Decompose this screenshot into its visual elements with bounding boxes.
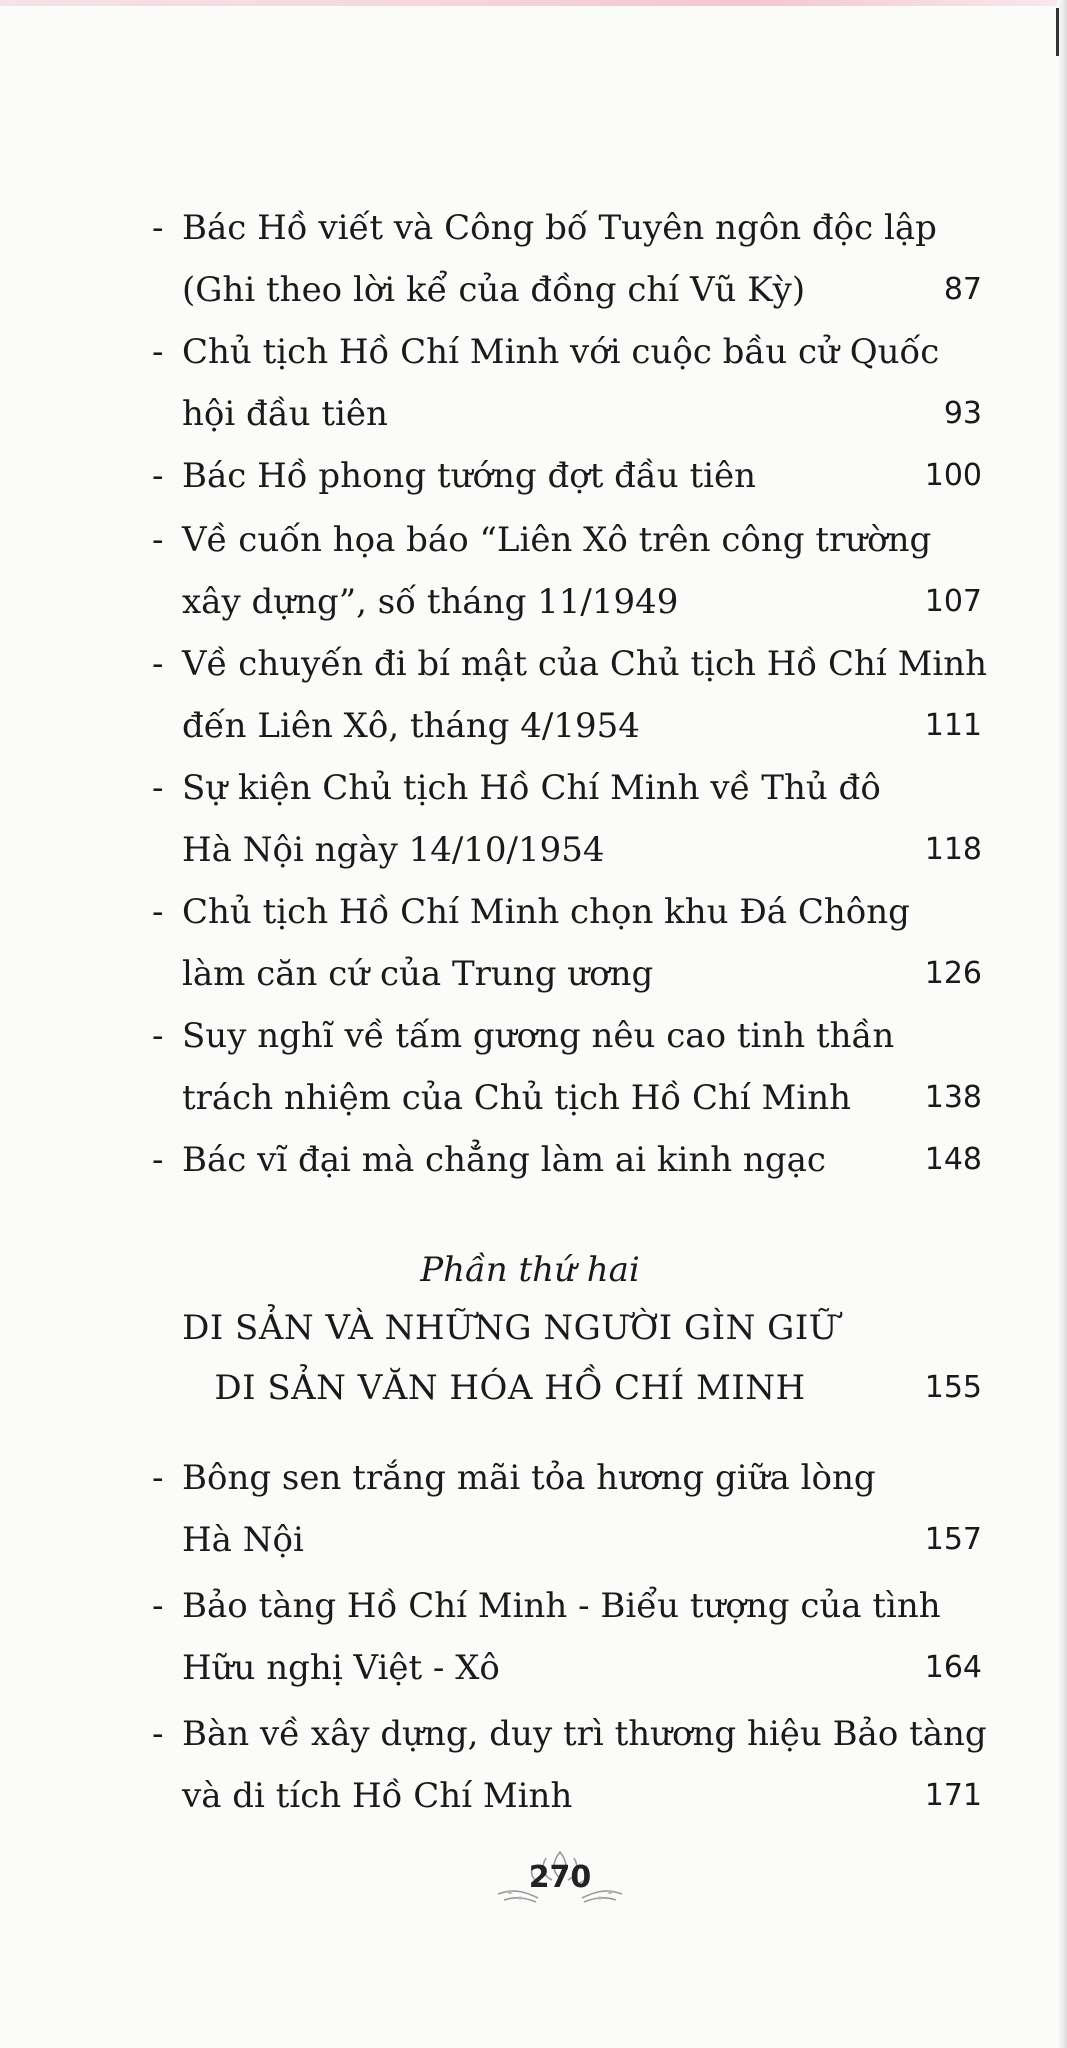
entry-title: Chủ tịch Hồ Chí Minh chọn khu Đá Chông [182, 892, 910, 932]
entry-dash: - [152, 1586, 164, 1626]
toc-entry-12-line-1 [152, 1702, 987, 1766]
entry-title-cont: xây dựng”, số tháng 11/1949 [182, 582, 679, 622]
page-number-ornament [490, 1848, 630, 1908]
toc-entry-8-line-1 [152, 1004, 982, 1068]
entry-title-cont: đến Liên Xô, tháng 4/1954 [182, 706, 640, 746]
toc-entry-7-line-2 [152, 942, 982, 1006]
entry-title: Sự kiện Chủ tịch Hồ Chí Minh về Thủ đô [182, 768, 881, 808]
entry-title: Bảo tàng Hồ Chí Minh - Biểu tượng của tình [182, 1586, 941, 1626]
toc-entry-4-line-1 [152, 508, 982, 572]
toc-entry-4-line-2 [152, 570, 982, 634]
page-right-edge [1057, 0, 1067, 2048]
toc-entry-6-line-1 [152, 756, 982, 820]
toc-entry-5-line-1 [152, 632, 988, 696]
entry-dash: - [152, 520, 164, 560]
toc-entry-9 [152, 1128, 982, 1192]
toc-entry-11-line-1 [152, 1574, 982, 1638]
toc-entry-7-line-1 [152, 880, 982, 944]
entry-title: Bác Hồ viết và Công bố Tuyên ngôn độc lập [182, 208, 937, 248]
entry-page-number: 100 [924, 458, 982, 493]
entry-page-number: 126 [924, 956, 982, 991]
toc-entry-5-line-2 [152, 694, 982, 758]
entry-title: Chủ tịch Hồ Chí Minh với cuộc bầu cử Quốc [182, 332, 940, 372]
part-page-number: 155 [924, 1370, 982, 1405]
entry-page-number: 87 [943, 272, 982, 307]
toc-entry-6-line-2 [152, 818, 982, 882]
entry-page-number: 118 [924, 832, 982, 867]
toc-entry-3 [152, 444, 982, 508]
entry-title-cont: Hà Nội ngày 14/10/1954 [182, 830, 605, 870]
entry-title-cont: làm căn cứ của Trung ương [182, 954, 654, 994]
entry-title: Về cuốn họa báo “Liên Xô trên công trường [182, 520, 932, 560]
entry-dash: - [152, 1016, 164, 1056]
entry-title-cont: (Ghi theo lời kể của đồng chí Vũ Kỳ) [182, 270, 806, 310]
entry-title-cont: trách nhiệm của Chủ tịch Hồ Chí Minh [182, 1078, 852, 1118]
part-title-line-2: DI SẢN VĂN HÓA HỒ CHÍ MINH [214, 1368, 806, 1408]
toc-entry-10-line-2 [152, 1508, 982, 1572]
entry-title: Suy nghĩ về tấm gương nêu cao tinh thần [182, 1016, 895, 1056]
page-top-edge [0, 0, 1067, 6]
entry-title: Bàn về xây dựng, duy trì thương hiệu Bảo tàng [182, 1714, 987, 1754]
toc-entry-2-line-2 [152, 382, 982, 446]
entry-dash: - [152, 1458, 164, 1498]
entry-dash: - [152, 644, 164, 684]
entry-dash: - [152, 1714, 164, 1754]
entry-page-number: 148 [924, 1142, 982, 1177]
toc-entry-8-line-2 [152, 1066, 982, 1130]
entry-dash: - [152, 332, 164, 372]
entry-dash: - [152, 892, 164, 932]
entry-dash: - [152, 456, 164, 496]
entry-page-number: 157 [924, 1522, 982, 1557]
entry-title-cont: Hữu nghị Việt - Xô [182, 1648, 500, 1688]
entry-dash: - [152, 208, 164, 248]
entry-page-number: 93 [943, 396, 982, 431]
entry-title: Bác Hồ phong tướng đợt đầu tiên [182, 456, 757, 496]
entry-page-number: 107 [924, 584, 982, 619]
entry-dash: - [152, 1140, 164, 1180]
part-title-line-1: DI SẢN VÀ NHỮNG NGƯỜI GÌN GIỮ [182, 1308, 838, 1348]
page-edge-mark [1056, 8, 1059, 56]
entry-page-number: 111 [924, 708, 982, 743]
page-number: 270 [528, 1860, 592, 1895]
part-label: Phần thứ hai [420, 1250, 640, 1290]
entry-page-number: 164 [924, 1650, 982, 1685]
toc-entry-10-line-1 [152, 1446, 982, 1510]
entry-title: Bác vĩ đại mà chẳng làm ai kinh ngạc [182, 1140, 826, 1180]
entry-title-cont: hội đầu tiên [182, 394, 388, 434]
entry-page-number: 171 [924, 1778, 982, 1813]
entry-title-cont: và di tích Hồ Chí Minh [182, 1776, 573, 1816]
toc-entry-1-line-1 [152, 196, 982, 260]
entry-dash: - [152, 768, 164, 808]
entry-title-cont: Hà Nội [182, 1520, 304, 1560]
toc-entry-2-line-1 [152, 320, 982, 384]
entry-title: Bông sen trắng mãi tỏa hương giữa lòng [182, 1458, 876, 1498]
toc-entry-11-line-2 [152, 1636, 982, 1700]
toc-entry-1-line-2 [152, 258, 982, 322]
entry-page-number: 138 [924, 1080, 982, 1115]
entry-title: Về chuyến đi bí mật của Chủ tịch Hồ Chí Minh [182, 644, 988, 684]
toc-entry-12-line-2 [152, 1764, 982, 1828]
